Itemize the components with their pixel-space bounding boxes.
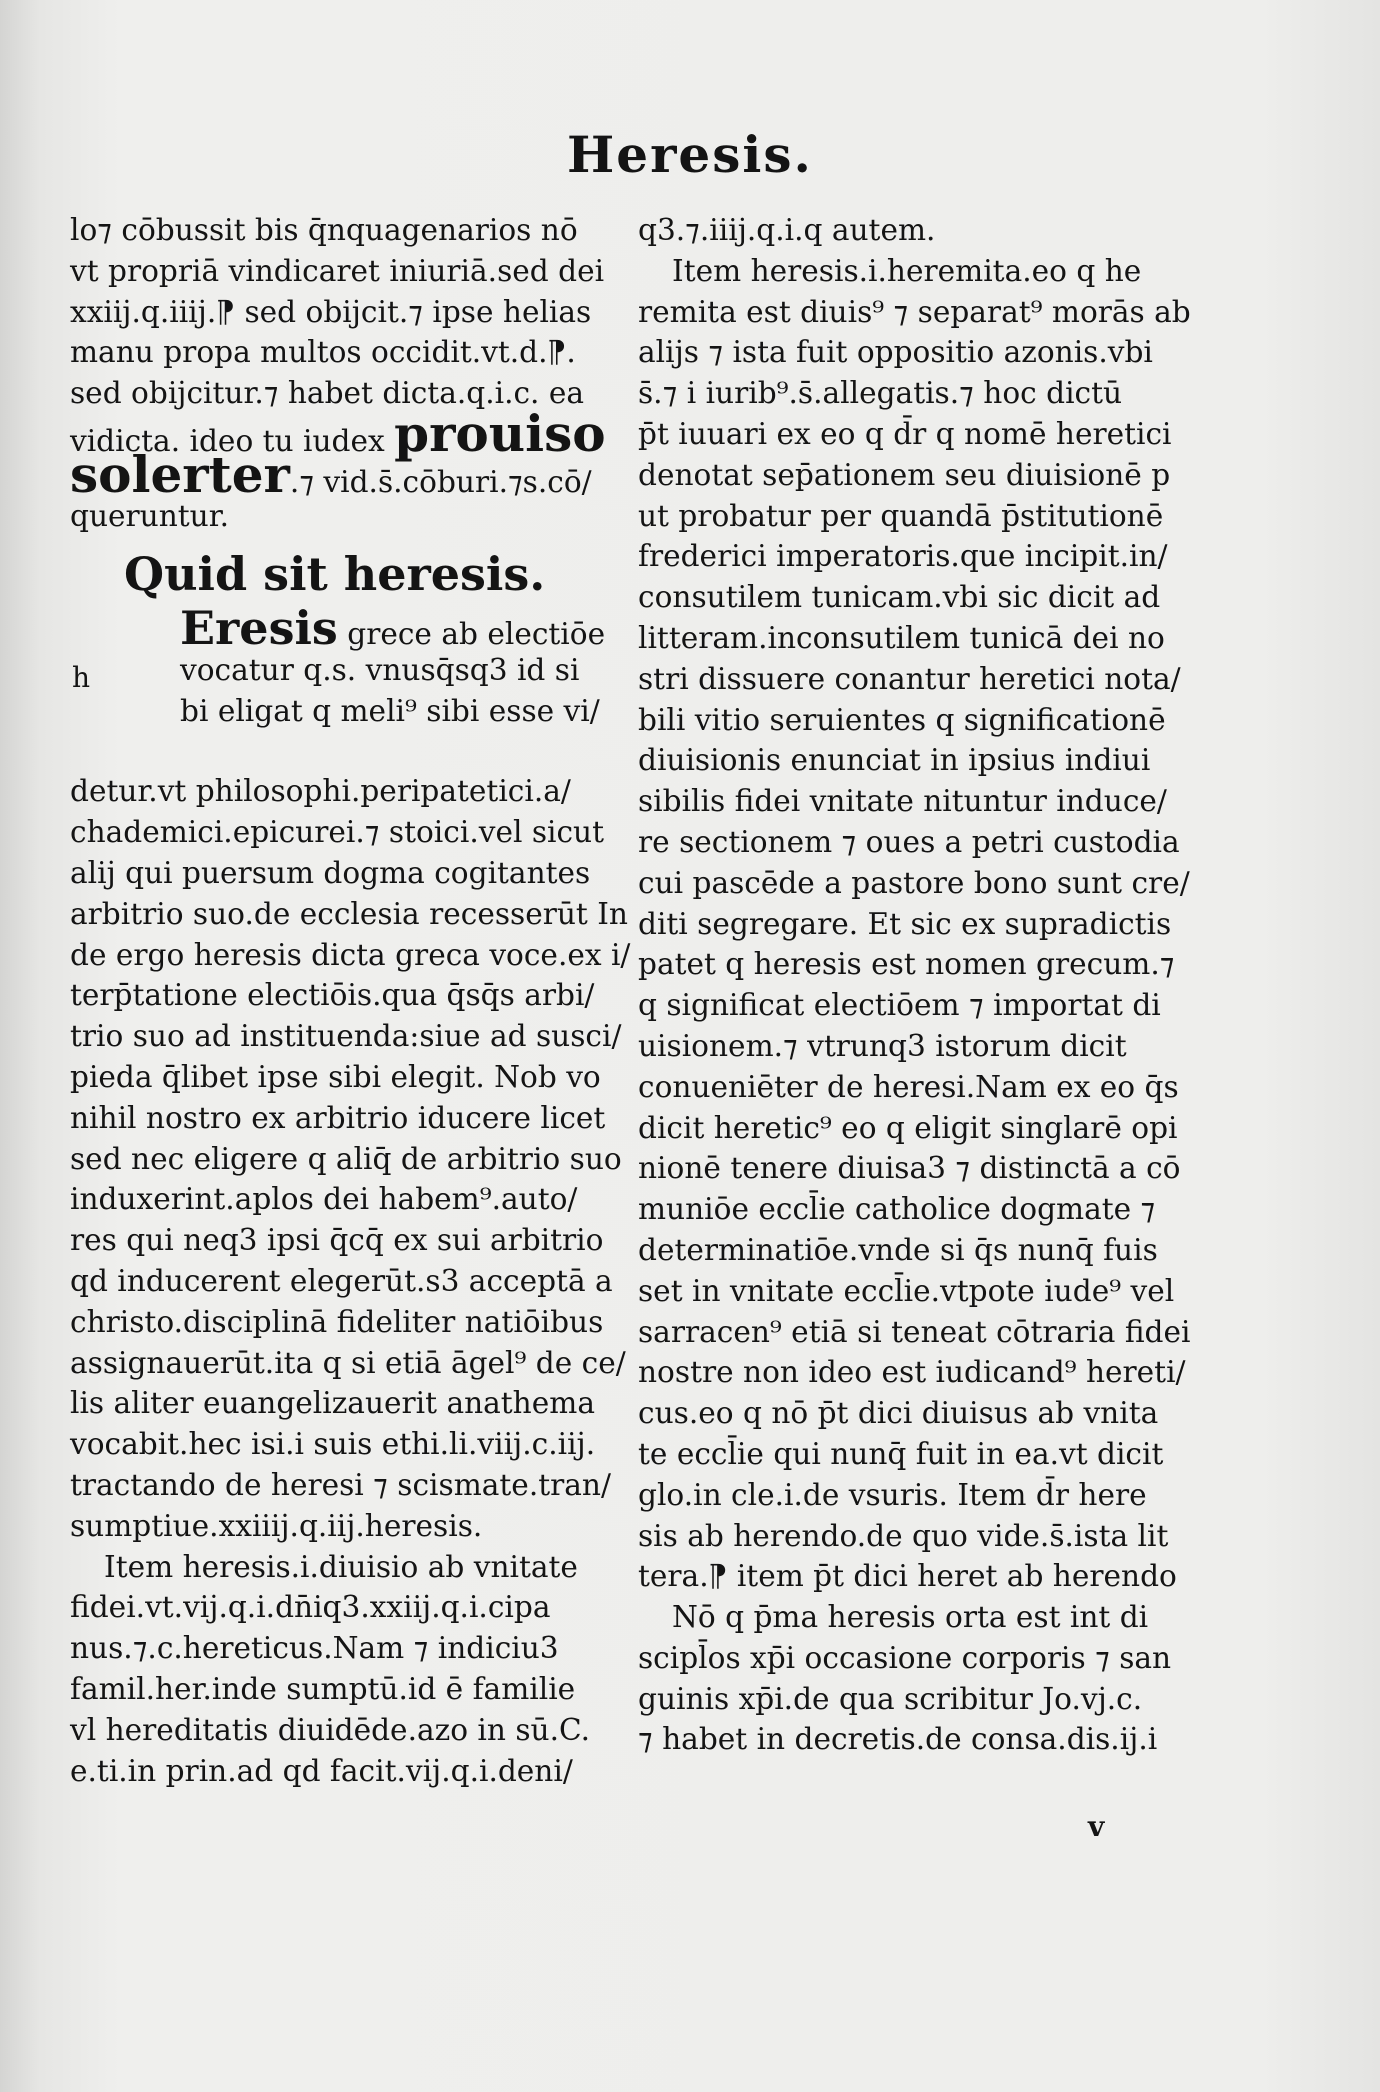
text-line: ⁊ habet in decretis.de consa.dis.ij.i xyxy=(638,1722,1158,1757)
text-line xyxy=(70,601,606,656)
signature-mark: v xyxy=(1088,1810,1105,1843)
text-line: cui pascēde a pastore bono sunt cre/ xyxy=(638,865,1190,900)
text-line: bi eligat q meli⁹ sibi esse vi/ xyxy=(180,694,600,729)
text-line: uisionem.⁊ vtrunq3 istorum dicit xyxy=(638,1028,1127,1063)
emphasis-word: prouiso xyxy=(394,403,606,463)
guide-letter: h xyxy=(72,661,91,695)
paragraph-start: Item heresis.i.heremita.eo q he xyxy=(672,253,1142,288)
text-line: vocabit.hec isi.i suis ethi.li.viij.c.iij. xyxy=(70,1427,596,1462)
initial-word: Eresis xyxy=(180,601,338,656)
text-line: muniōe eccl̄ie catholice dogmate ⁊ xyxy=(638,1192,1156,1227)
text-line: fidei.vt.vij.q.i.dn̄iq3.xxiij.q.i.cipa xyxy=(70,1590,551,1625)
initial-paragraph xyxy=(70,601,606,771)
paragraph-start: Nō q p̄ma heresis orta est int di xyxy=(672,1600,1149,1635)
text-line: trio suo ad instituenda:siue ad susci/ xyxy=(70,1019,622,1054)
text-line: scipl̄os xp̄i occasione corporis ⁊ san xyxy=(638,1640,1172,1675)
text-line: qd inducerent elegerūt.s3 acceptā a xyxy=(70,1263,613,1298)
text-line: consutilem tunicam.vbi sic dicit ad xyxy=(638,580,1161,615)
text-line: vt propriā vindicaret iniuriā.sed dei xyxy=(70,253,605,288)
text-line: dicit heretic⁹ eo q eligit singlarē opi xyxy=(638,1110,1178,1145)
text-line: famil.her.inde sumptū.id ē familie xyxy=(70,1671,576,1706)
text-line: queruntur. xyxy=(70,498,230,533)
text-line: p̄t iuuari ex eo q d̄r q nomē heretici xyxy=(638,416,1172,451)
text-line: alijs ⁊ ista fuit oppositio azonis.vbi xyxy=(638,335,1153,370)
text-line: set in vnitate eccl̄ie.vtpote iude⁹ vel xyxy=(638,1273,1175,1308)
text-line: te eccl̄ie qui nunq̄ fuit in ea.vt dicit xyxy=(638,1436,1164,1471)
text-line: ut probatur per quandā p̄stitutionē xyxy=(638,498,1164,533)
text-line: cus.eo q nō p̄t dici diuisus ab vnita xyxy=(638,1396,1159,1431)
text-line: assignauerūt.ita q si etiā āgel⁹ de ce/ xyxy=(70,1345,626,1380)
paragraph-start: Item heresis.i.diuisio ab vnitate xyxy=(104,1549,578,1584)
chapter-heading: Quid sit heresis. xyxy=(124,547,546,602)
text-line: induxerint.aplos dei habem⁹.auto/ xyxy=(70,1182,578,1217)
text-fragment: vidicta. ideo tu iudex xyxy=(70,423,385,458)
text-line: patet q heresis est nomen grecum.⁊ xyxy=(638,947,1175,982)
text-line: nionē tenere diuisa3 ⁊ distinctā a cō xyxy=(638,1151,1181,1186)
text-line: sis ab herendo.de quo vide.s̄.ista lit xyxy=(638,1518,1169,1553)
text-line: conueniēter de heresi.Nam ex eo q̄s xyxy=(638,1069,1179,1104)
text-line: sed obijcitur.⁊ habet dicta.q.i.c. ea xyxy=(70,376,585,411)
text-fragment: .⁊ vid.s̄.cōburi.⁊s.cō/ xyxy=(289,464,592,499)
text-line: sumptiue.xxiiij.q.iij.heresis. xyxy=(70,1508,483,1543)
text-line: nus.⁊.c.hereticus.Nam ⁊ indiciu3 xyxy=(70,1631,559,1666)
text-line xyxy=(70,444,600,504)
text-line: sarracen⁹ etiā si teneat cōtraria fidei xyxy=(638,1314,1191,1349)
text-line: lis aliter euangelizauerit anathema xyxy=(70,1386,595,1421)
text-line: arbitrio suo.de ecclesia recesserūt In xyxy=(70,896,628,931)
text-line: manu propa multos occidit.vt.d.⁋. xyxy=(70,335,576,370)
text-line: s̄.⁊ i iurib⁹.s̄.allegatis.⁊ hoc dictū xyxy=(638,376,1123,411)
text-line: remita est diuis⁹ ⁊ separat⁹ morās ab xyxy=(638,294,1191,329)
text-line: xxiij.q.iiij.⁋ sed obijcit.⁊ ipse helias xyxy=(70,294,592,329)
text-line: tractando de heresi ⁊ scismate.tran/ xyxy=(70,1467,611,1502)
text-line: nihil nostro ex arbitrio iducere licet xyxy=(70,1100,606,1135)
text-line: tera.⁋ item p̄t dici heret ab herendo xyxy=(638,1559,1177,1594)
text-line: lo⁊ cōbussit bis q̄nquagenarios nō xyxy=(70,213,578,247)
left-column xyxy=(70,210,631,1791)
text-line: determinatiōe.vnde si q̄s nunq̄ fuis xyxy=(638,1232,1158,1267)
text-line: q significat electiōem ⁊ importat di xyxy=(638,988,1161,1023)
text-line: vl hereditatis diuidēde.azo in sū.C. xyxy=(70,1712,591,1747)
text-line: denotat sep̄ationem seu diuisionē p xyxy=(638,457,1171,492)
text-line: christo.disciplinā fideliter natiōibus xyxy=(70,1304,604,1339)
text-line: e.ti.in prin.ad qd facit.vij.q.i.deni/ xyxy=(70,1753,573,1788)
text-line: stri dissuere conantur heretici nota/ xyxy=(638,661,1181,696)
text-line: diti segregare. Et sic ex supradictis xyxy=(638,906,1172,941)
text-line: vocatur q.s. vnusq̄sq3 id si xyxy=(180,653,580,688)
text-line: alij qui puersum dogma cogitantes xyxy=(70,855,591,890)
text-line: sibilis fidei vnitate nituntur induce/ xyxy=(638,784,1167,819)
emphasis-word: solerter xyxy=(70,444,290,504)
text-line: bili vitio seruientes q significationē xyxy=(638,702,1166,737)
text-line: glo.in cle.i.de vsuris. Item d̄r here xyxy=(638,1477,1147,1512)
text-line: chademici.epicurei.⁊ stoici.vel sicut xyxy=(70,815,605,850)
text-line: re sectionem ⁊ oues a petri custodia xyxy=(638,824,1180,859)
text-line: terp̄tatione electiōis.qua q̄sq̄s arbi/ xyxy=(70,978,595,1013)
text-line: res qui neq3 ipsi q̄cq̄ ex sui arbitrio xyxy=(70,1223,604,1258)
right-column xyxy=(638,210,1191,1760)
text-line: q3.⁊.iiij.q.i.q autem. xyxy=(638,213,936,247)
text-line: frederici imperatoris.que incipit.in/ xyxy=(638,539,1168,574)
running-head: Heresis. xyxy=(567,125,813,184)
text-line: pieda q̄libet ipse sibi elegit. Nob vo xyxy=(70,1059,601,1094)
text-fragment: grece ab electiōe xyxy=(337,617,606,652)
text-line: guinis xp̄i.de qua scribitur Jo.vj.c. xyxy=(638,1681,1143,1716)
text-line: diuisionis enunciat in ipsius indiui xyxy=(638,743,1151,778)
text-line: de ergo heresis dicta greca voce.ex i/ xyxy=(70,937,631,972)
text-line: nostre non ideo est iudicand⁹ hereti/ xyxy=(638,1355,1186,1390)
text-line: sed nec eligere q aliq̄ de arbitrio suo xyxy=(70,1141,622,1176)
text-line: detur.vt philosophi.peripatetici.a/ xyxy=(70,774,571,809)
text-line: litteram.inconsutilem tunicā dei no xyxy=(638,620,1165,655)
